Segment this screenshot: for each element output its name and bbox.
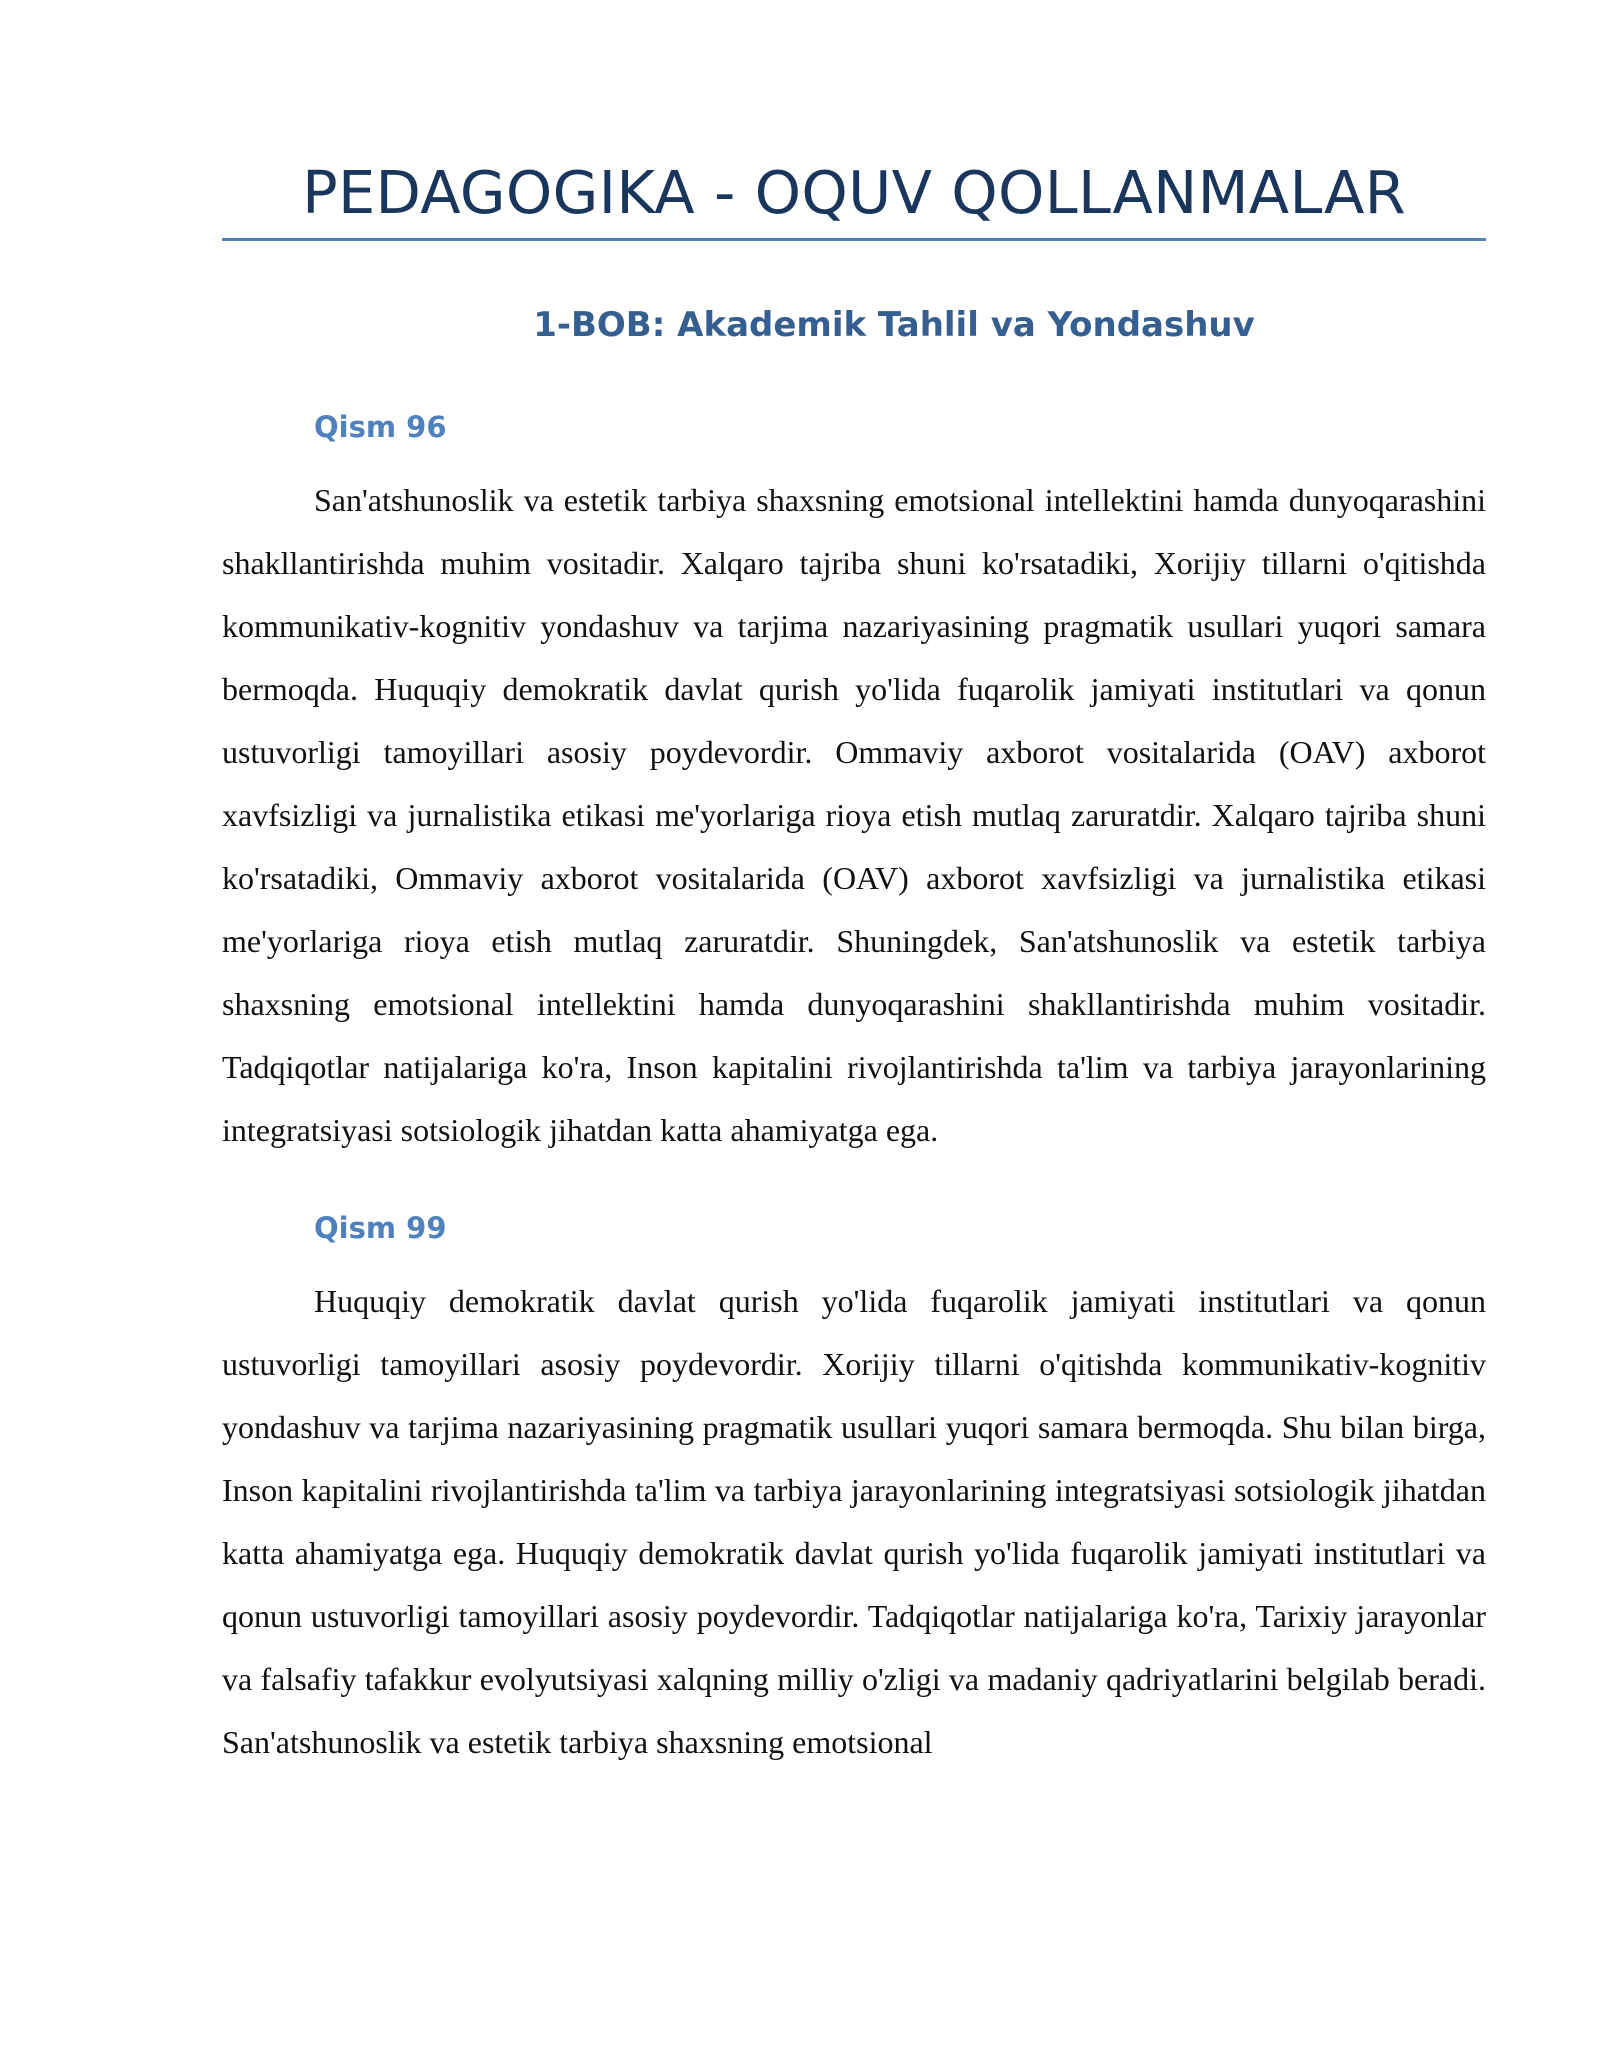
section-paragraph-qism-96: San'atshunoslik va estetik tarbiya shaxsning emotsional intellektini hamda dunyoqarashini shakllantirishda muhim vositadir. Xalqaro tajriba shuni ko'rsatadiki, Xorijiy tillarni o'qitishda kommunikativ-kognitiv yondashuv va tarjima nazariyasining pragmatik usullari yuqori samara bermoqda. Huquqiy demokratik davlat qurish yo'lida fuqarolik jamiyati institutlari va qonun ustuvorligi tamoyillari asosiy poydevordir. Ommaviy axborot vositalarida (OAV) axborot xavfsizligi va jurnalistika etikasi me'yorlariga rioya etish mutlaq zaruratdir. Xalqaro tajriba shuni ko'rsatadiki, Ommaviy axborot vositalarida (OAV) axborot xavfsizligi va jurnalistika etikasi me'yorlariga rioya etish mutlaq zaruratdir. Shuningdek, San'atshunoslik va estetik tarbiya shaxsning emotsional intellektini hamda dunyoqarashini shakllantirishda muhim vositadir. Tadqiqotlar natijalariga ko'ra, Inson kapitalini rivojlantirishda ta'lim va tarbiya jarayonlarining integratsiyasi sotsiologik jihatdan katta ahamiyatga ega. <box>222 482 1486 1148</box>
chapter-heading: 1-BOB: Akademik Tahlil va Yondashuv <box>533 305 1255 345</box>
section-heading-qism-96: Qism 96 <box>314 410 447 444</box>
document-title: PEDAGOGIKA - OQUV QOLLANMALAR <box>302 158 1406 227</box>
page-content <box>222 0 1486 1774</box>
section-heading-qism-99: Qism 99 <box>314 1211 447 1245</box>
title-underline-rule <box>222 238 1486 241</box>
section-paragraph-qism-99: Huquqiy demokratik davlat qurish yo'lida fuqarolik jamiyati institutlari va qonun ustuvorligi tamoyillari asosiy poydevordir. Xorijiy tillarni o'qitishda kommunikativ-kognitiv yondashuv va tarjima nazariyasining pragmatik usullari yuqori samara bermoqda. Shu bilan birga, Inson kapitalini rivojlantirishda ta'lim va tarbiya jarayonlarining integratsiyasi sotsiologik jihatdan katta ahamiyatga ega. Huquqiy demokratik davlat qurish yo'lida fuqarolik jamiyati institutlari va qonun ustuvorligi tamoyillari asosiy poydevordir. Tadqiqotlar natijalariga ko'ra, Tarixiy jarayonlar va falsafiy tafakkur evolyutsiyasi xalqning milliy o'zligi va madaniy qadriyatlarini belgilab beradi. San'atshunoslik va estetik tarbiya shaxsning emotsional <box>222 1283 1486 1760</box>
